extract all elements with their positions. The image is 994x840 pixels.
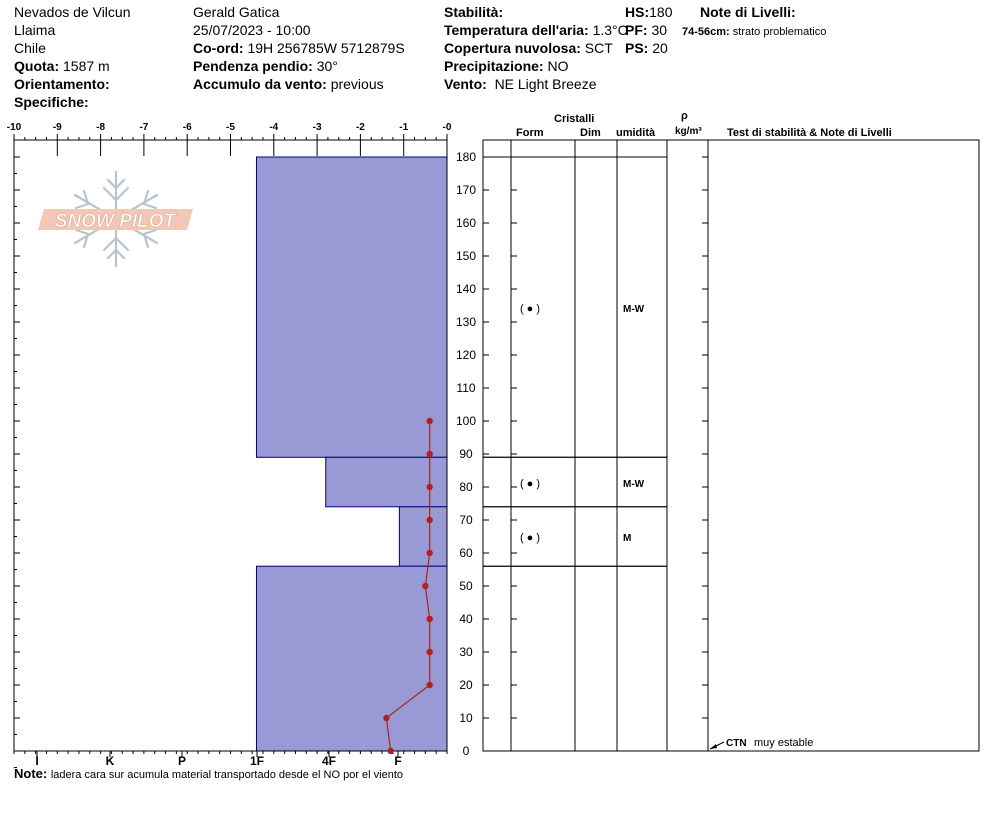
snowpilot-logo bbox=[38, 172, 193, 266]
footer-note-label: Note: bbox=[14, 766, 48, 781]
hardness-tick-label: F bbox=[394, 754, 402, 768]
height-tick-label: 150 bbox=[455, 249, 477, 263]
height-tick-label: 30 bbox=[459, 645, 473, 659]
temperature-point bbox=[426, 616, 432, 622]
temp-tick-label: -1 bbox=[399, 122, 409, 133]
wind-value: NE Light Breeze bbox=[494, 76, 597, 92]
wind-loading-label: Accumulo da vento: bbox=[193, 76, 327, 92]
coordinates-value: 19H 256785W 5712879S bbox=[247, 40, 405, 56]
area-name: Llaima bbox=[14, 22, 56, 38]
observation-datetime: 25/07/2023 - 10:00 bbox=[193, 22, 311, 38]
layer-note-range: 74-56cm: bbox=[682, 26, 730, 38]
temperature-point bbox=[388, 748, 394, 754]
aspect-label: Orientamento: bbox=[14, 76, 110, 92]
temp-tick-label: -3 bbox=[312, 122, 322, 133]
temp-tick-label: -6 bbox=[182, 122, 192, 133]
temp-tick-label: -4 bbox=[269, 122, 279, 133]
snowpilot-logo-text: SNOW PILOT bbox=[54, 211, 176, 232]
layer-note-text: strato problematico bbox=[732, 26, 827, 38]
height-tick-label: 50 bbox=[459, 579, 473, 593]
moisture-header: umidità bbox=[616, 127, 656, 139]
hardness-tick-label: I bbox=[35, 754, 39, 768]
layer-table-frame bbox=[483, 140, 979, 751]
height-tick-label: 90 bbox=[459, 447, 473, 461]
footer-note-text: ladera cara sur acumula material transportado desde el NO por el viento bbox=[50, 769, 404, 781]
temp-tick-label: -2 bbox=[355, 122, 365, 133]
temp-tick-label: -10 bbox=[6, 122, 22, 133]
temperature-point bbox=[426, 451, 432, 457]
air-temp-value: 1.3°C bbox=[592, 22, 628, 38]
elevation-value: 1587 m bbox=[63, 58, 110, 74]
height-tick-label: 60 bbox=[459, 546, 473, 560]
rho-header: ρ bbox=[681, 110, 688, 122]
height-tick-label: 140 bbox=[455, 282, 477, 296]
location-name: Nevados de Vilcun bbox=[14, 4, 131, 20]
temperature-point bbox=[426, 649, 432, 655]
density-unit-header: kg/m³ bbox=[675, 126, 702, 137]
hardness-tick-label: 1F bbox=[249, 754, 265, 768]
height-tick-label: 80 bbox=[459, 480, 473, 494]
form-header: Form bbox=[516, 127, 544, 139]
height-tick-label: 120 bbox=[455, 348, 477, 362]
grain-form-symbol: ( ● ) bbox=[519, 478, 541, 490]
moisture-label: M-W bbox=[623, 304, 645, 315]
slope-value: 30° bbox=[316, 58, 338, 74]
temperature-point bbox=[426, 484, 432, 490]
hs-value: 180 bbox=[649, 4, 673, 20]
height-tick-label: 20 bbox=[459, 678, 473, 692]
hardness-tick-label: K bbox=[105, 754, 115, 768]
stability-tests-header: Test di stabilità & Note di Livelli bbox=[727, 127, 892, 139]
temp-tick-label: -7 bbox=[139, 122, 149, 133]
coordinates-label: Co-ord: bbox=[193, 40, 244, 56]
height-tick-label: 10 bbox=[459, 711, 473, 725]
temperature-point bbox=[426, 517, 432, 523]
observer-name: Gerald Gatica bbox=[193, 4, 280, 20]
country-name: Chile bbox=[14, 40, 46, 56]
temperature-point bbox=[422, 583, 428, 589]
specifics-label: Specifiche: bbox=[14, 94, 89, 110]
precip-value: NO bbox=[547, 58, 569, 74]
temp-tick-label: -5 bbox=[226, 122, 235, 133]
temp-tick-label: -9 bbox=[52, 122, 62, 133]
hardness-tick-label: 4F bbox=[321, 754, 337, 768]
hardness-tick-label: P bbox=[177, 754, 187, 768]
hardness-layer-bar bbox=[399, 507, 447, 566]
ps-label: PS: bbox=[625, 40, 649, 56]
height-tick-label: 100 bbox=[455, 414, 477, 428]
hs-label: HS: bbox=[625, 4, 650, 20]
hardness-layer-bar bbox=[326, 457, 447, 507]
layer-notes-title: Note di Livelli: bbox=[700, 4, 796, 20]
temperature-point bbox=[426, 682, 432, 688]
hardness-layer-bar bbox=[256, 157, 447, 457]
crystals-header: Cristalli bbox=[554, 113, 595, 125]
height-tick-label: 160 bbox=[455, 216, 477, 230]
height-tick-label: 0 bbox=[462, 744, 470, 758]
temperature-point bbox=[426, 418, 432, 424]
moisture-label: M bbox=[623, 533, 632, 544]
temp-tick-label: -8 bbox=[96, 122, 106, 133]
grain-form-symbol: ( ● ) bbox=[519, 532, 541, 544]
dim-header: Dim bbox=[580, 127, 601, 139]
height-tick-label: 170 bbox=[455, 183, 477, 197]
temperature-point bbox=[383, 715, 389, 721]
stability-label: Stabilità: bbox=[444, 4, 504, 20]
cloud-value: SCT bbox=[584, 40, 613, 56]
height-tick-label: 180 bbox=[455, 150, 477, 164]
pf-label: PF: bbox=[625, 22, 648, 38]
hardness-layer-bar bbox=[256, 566, 447, 751]
grain-form-symbol: ( ● ) bbox=[519, 303, 541, 315]
moisture-label: M-W bbox=[623, 479, 645, 490]
ps-value: 20 bbox=[652, 40, 668, 56]
stability-test-arrowhead bbox=[710, 744, 717, 749]
temperature-point bbox=[426, 550, 432, 556]
air-temp-label: Temperatura dell'aria: bbox=[444, 22, 589, 38]
temp-tick-label: -0 bbox=[442, 122, 452, 133]
cloud-label: Copertura nuvolosa: bbox=[444, 40, 581, 56]
stability-test-code: CTN bbox=[726, 738, 747, 749]
height-tick-label: 40 bbox=[459, 612, 473, 626]
pf-value: 30 bbox=[651, 22, 668, 38]
stability-test-comment: muy estable bbox=[754, 737, 814, 749]
height-tick-label: 110 bbox=[456, 381, 476, 395]
precip-label: Precipitazione: bbox=[444, 58, 544, 74]
wind-label: Vento: bbox=[444, 76, 487, 92]
height-tick-label: 130 bbox=[455, 315, 477, 329]
elevation-label: Quota: bbox=[14, 58, 60, 74]
height-tick-label: 70 bbox=[459, 513, 473, 527]
wind-loading-value: previous bbox=[330, 76, 384, 92]
slope-label: Pendenza pendio: bbox=[193, 58, 313, 74]
